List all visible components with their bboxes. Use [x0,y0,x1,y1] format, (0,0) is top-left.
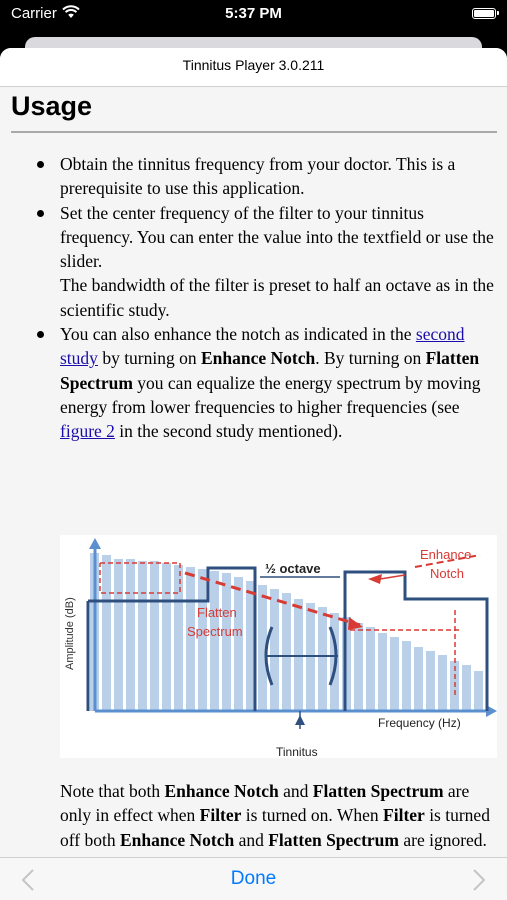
bullet-text: You can also enhance the notch as indicated in the [60,324,416,345]
spectrum-label: Spectrum [187,624,243,639]
x-axis-label: Frequency (Hz) [378,716,461,730]
bullet-icon [37,210,44,217]
carrier-label: Carrier [11,5,57,22]
spectrum-bar [150,561,159,711]
spectrum-bar [414,647,423,711]
spectrum-bar [138,561,147,711]
spectrum-bar [186,567,195,711]
tinnitus-label: Tinnitus [276,745,318,758]
list-item [0,201,507,322]
spectrum-bar [474,671,483,711]
list-item [0,322,507,443]
title-bar [0,48,507,87]
note-term: Enhance Notch [119,829,235,850]
battery-icon [472,8,496,19]
spectrum-bar [126,559,135,711]
bullet-text: in the second study mentioned). [114,421,343,442]
flatten-spectrum-term: Flatten Spectrum [60,348,480,393]
enhance-notch-term: Enhance Notch [201,348,316,369]
modal-sheet [0,48,507,900]
spectrum-bar [438,655,447,711]
note-text: are ignored. [398,829,487,850]
divider [11,131,497,133]
bullet-icon [37,161,44,168]
spectrum-bar [402,641,411,711]
flatten-label: Flatten [197,605,237,620]
help-content[interactable] [0,87,507,857]
spectrum-bar [270,589,279,711]
note-term: Filter [383,805,425,826]
y-axis-label: Amplitude (dB) [64,597,76,670]
list-item [0,152,507,201]
note-text: and [234,829,269,850]
bullet-text: Set the center frequency of the filter to your tinnitus frequency. You can enter the value into the textfield or use the slider. [60,202,494,272]
figure-2-link[interactable]: figure 2 [60,421,115,442]
spectrum-bar [234,577,243,711]
spectrum-bar [198,569,207,711]
note-term: Flatten Spectrum [312,781,444,801]
spectrum-bar [114,559,123,711]
spectrum-bar [282,593,291,711]
bottom-toolbar [0,857,507,900]
note-paragraph [60,779,497,852]
spectrum-bar [462,665,471,711]
usage-list [0,152,507,444]
note-term: Filter [199,805,242,826]
note-text: and [278,781,313,801]
y-axis-arrow-icon [89,538,101,549]
bullet-text: . By turning on [315,348,426,369]
spectrum-bar [162,563,171,711]
note-text: Note that both [60,781,165,801]
spectrum-bar [102,555,111,711]
spectrum-bar [426,651,435,711]
note-text: are only in effect when [60,781,470,826]
status-bar [0,0,507,30]
chevron-right-icon[interactable] [473,869,485,896]
half-octave-label: ½ octave [265,561,321,576]
bullet-text: The bandwidth of the filter is preset to half an octave as in the scientific study. [60,275,494,320]
page-title: Usage [11,91,93,121]
spectrum-bar [390,637,399,711]
notch-label: Notch [430,566,464,581]
bullet-text: you can equalize the energy spectrum by moving energy from lower frequencies to higher frequencies (see [60,372,481,417]
bullet-icon [37,331,44,338]
notch-diagram [60,535,497,758]
clock: 5:37 PM [225,5,282,22]
bullet-text: Obtain the tinnitus frequency from your doctor. This is a prerequisite to use this application. [60,154,456,199]
spectrum-bar [354,623,363,711]
note-text: is turned off both [60,805,490,850]
spectrum-bar [378,633,387,711]
done-button[interactable]: Done [230,868,277,889]
spectrum-bar [366,627,375,711]
spectrum-bar [210,571,219,711]
spectrum-bar [318,607,327,711]
sheet-title: Tinnitus Player 3.0.211 [182,57,325,73]
tinnitus-arrow-icon [295,715,305,725]
bullet-text: by turning on [97,348,201,369]
note-text: is turned on. When [241,805,384,826]
enhance-label: Enhance [420,547,472,562]
second-study-link[interactable]: second study [60,324,465,369]
spectrum-bar [222,573,231,711]
note-term: Enhance Notch [164,781,279,801]
note-term: Flatten Spectrum [268,829,399,850]
spectrum-bar [174,565,183,711]
